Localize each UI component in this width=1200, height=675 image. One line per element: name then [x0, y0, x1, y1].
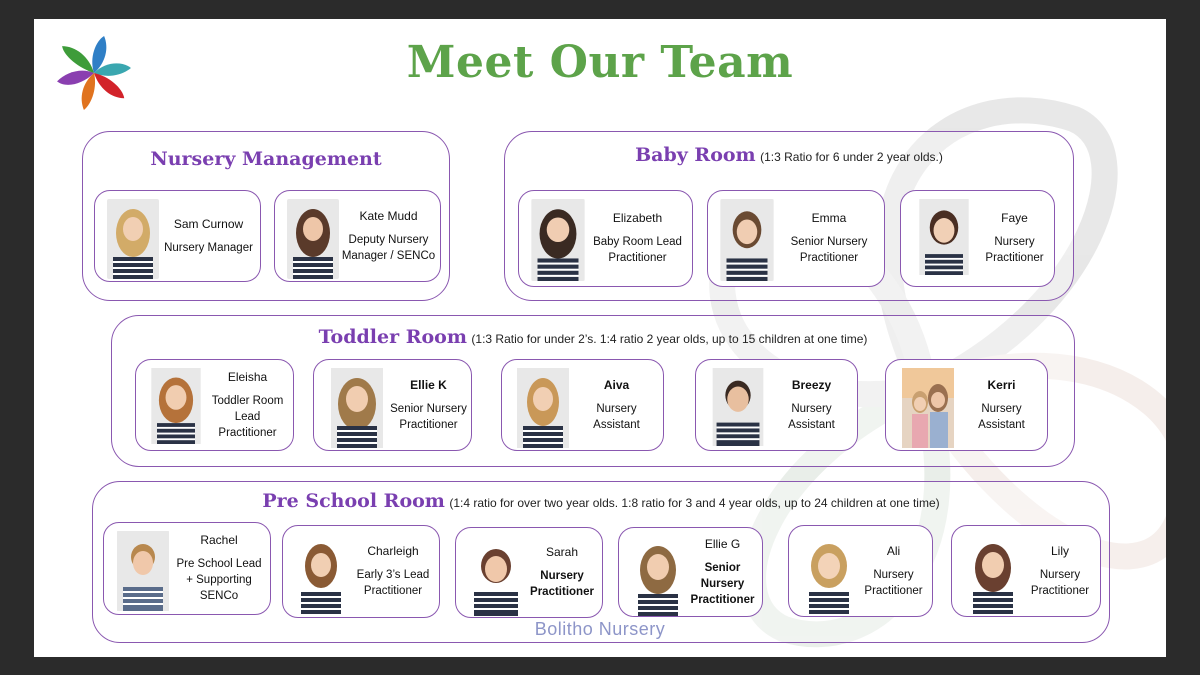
staff-name: Ellie G: [704, 536, 741, 551]
staff-card-ellie-g: [618, 527, 763, 617]
staff-card-eleisha: [135, 359, 294, 451]
staff-name: Eleisha: [227, 369, 268, 384]
staff-name: Rachel: [200, 533, 238, 547]
section-name: Nursery Management: [150, 148, 382, 170]
section-heading: [93, 490, 1109, 512]
staff-photo-icon: [295, 534, 347, 614]
staff-name: Faye: [1001, 211, 1028, 225]
staff-role: Nursery Practitioner: [1030, 568, 1090, 597]
staff-photo-icon: [514, 368, 572, 448]
staff-card-charleigh: [282, 525, 440, 618]
staff-photo-icon: [720, 199, 774, 281]
staff-role: Nursery Assistant: [788, 402, 835, 431]
staff-photo-icon: [898, 368, 958, 448]
staff-name: Breezy: [791, 377, 832, 392]
section-ratio: (1:3 Ratio for under 2’s. 1:4 ratio 2 year olds, up to 15 children at one time): [471, 332, 868, 346]
section-heading: [83, 148, 449, 170]
staff-name: Emma: [811, 211, 847, 225]
staff-card-faye: [900, 190, 1055, 287]
staff-role: Early 3’s Lead Practitioner: [356, 569, 430, 597]
footer-brand: Bolitho Nursery: [534, 619, 666, 639]
staff-card-sarah: [455, 527, 603, 618]
staff-photo-icon: [326, 368, 388, 448]
staff-card-lily: [951, 525, 1101, 617]
staff-card-breezy: [695, 359, 858, 451]
section-heading: [505, 144, 1073, 166]
staff-role: Nursery Practitioner: [864, 568, 923, 597]
staff-role: Pre School Lead + Supporting SENCo: [176, 558, 262, 602]
staff-name: Ellie K: [410, 377, 447, 392]
staff-photo-icon: [107, 199, 159, 279]
staff-name: Sarah: [545, 545, 579, 559]
staff-photo-icon: [631, 536, 685, 616]
staff-card-ellie-k: [313, 359, 472, 451]
staff-photo-icon: [116, 531, 170, 611]
staff-name: Lily: [1050, 543, 1069, 558]
section-toddler-room: [111, 315, 1075, 467]
staff-card-rachel: [103, 522, 271, 615]
staff-name: Sam Curnow: [173, 216, 244, 231]
staff-role: Nursery Manager: [164, 241, 253, 254]
staff-card-ali: [788, 525, 933, 617]
slide: [34, 19, 1166, 657]
staff-name: Aiva: [603, 377, 630, 392]
staff-name: Kate Mudd: [359, 208, 418, 223]
staff-role: Deputy Nursery Manager / SENCo: [341, 233, 436, 262]
section-name: Baby Room: [635, 144, 756, 166]
staff-role: Senior Nursery Practitioner: [690, 561, 755, 606]
staff-role: Nursery Assistant: [593, 402, 640, 431]
staff-role: Nursery Practitioner: [985, 236, 1044, 264]
staff-card-kate-mudd: [274, 190, 441, 282]
staff-photo-icon: [287, 199, 339, 279]
staff-role: Baby Room Lead Practitioner: [593, 236, 682, 264]
staff-card-sam-curnow: [94, 190, 261, 282]
staff-photo-icon: [964, 534, 1022, 614]
staff-photo-icon: [531, 199, 585, 281]
staff-photo-icon: [148, 368, 204, 444]
section-management: [82, 131, 450, 301]
staff-photo-icon: [708, 368, 768, 446]
staff-photo-icon: [468, 536, 524, 616]
staff-card-elizabeth: [518, 190, 693, 287]
section-name: Toddler Room: [318, 326, 467, 348]
staff-photo-icon: [801, 534, 857, 614]
staff-role: Senior Nursery Practitioner: [790, 236, 868, 264]
staff-role: Nursery Assistant: [978, 402, 1025, 431]
section-name: Pre School Room: [262, 490, 445, 512]
staff-name: Ali: [886, 543, 901, 558]
staff-card-emma: [707, 190, 885, 287]
section-ratio: (1:3 Ratio for 6 under 2 year olds.): [760, 150, 943, 164]
section-baby-room: [504, 131, 1074, 301]
staff-role: Toddler Room Lead Practitioner: [211, 394, 284, 439]
staff-photo-icon: [913, 199, 975, 275]
staff-card-kerri: [885, 359, 1048, 451]
section-heading: [112, 326, 1074, 348]
page-title: Meet Our Team: [406, 37, 794, 88]
staff-name: Charleigh: [367, 544, 419, 558]
section-ratio: (1:4 ratio for over two year olds. 1:8 ratio for 3 and 4 year olds, up to 24 children at one time): [449, 496, 940, 510]
staff-name: Kerri: [987, 377, 1016, 392]
staff-role: Senior Nursery Practitioner: [390, 402, 467, 431]
staff-card-aiva: [501, 359, 664, 451]
staff-role: Nursery Practitioner: [530, 570, 594, 598]
staff-name: Elizabeth: [612, 211, 663, 225]
